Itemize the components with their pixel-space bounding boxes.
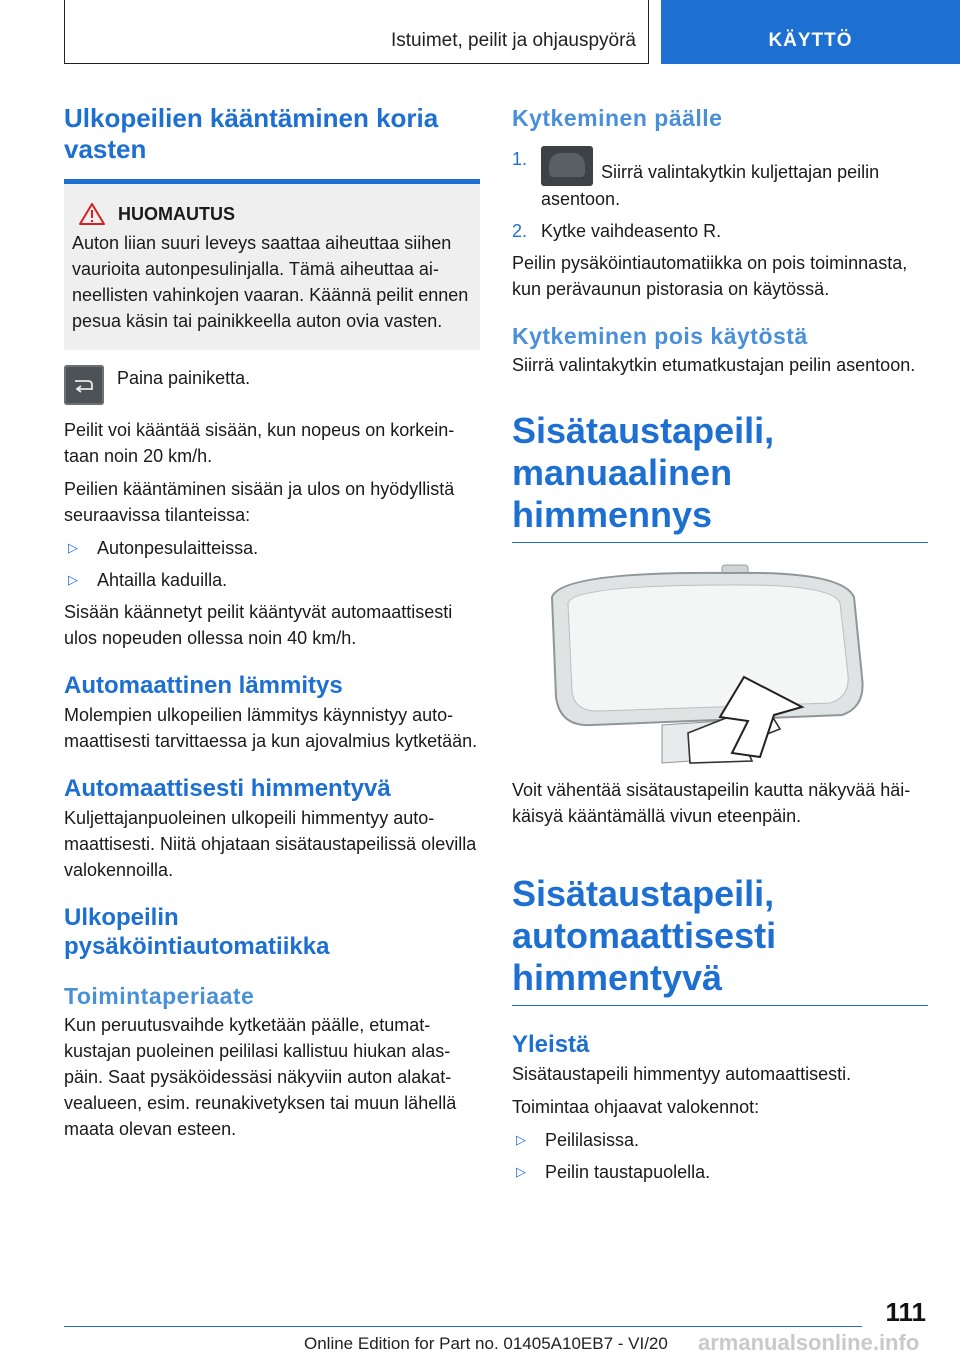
dimming-text: Kuljettajanpuoleinen ulkopeili himmentyy automaattisesti. Niitä ohjataan sisätaustapeilissä olevilla valokennoilla. — [64, 808, 477, 880]
fold-mirrors-heading: Ulkopeilien kääntäminen koria vasten — [64, 103, 439, 164]
manual-dimming-text: Voit vähentää sisätaustapeilin kautta näkyvää häikäisyä kääntämällä vivun eteenpäin. — [512, 780, 911, 826]
list-item: ▷ Peilin taustapuolella. — [512, 1159, 928, 1185]
manual-dimming-heading: Sisätaustapeili, manuaalinen himmennys — [512, 410, 775, 535]
switch-on-heading: Kytkeminen päälle — [512, 105, 723, 131]
principle-heading: Toimintaperiaate — [64, 983, 255, 1009]
notice-header — [72, 202, 470, 226]
photocells-text: Toimintaa ohjaavat valokennot: — [512, 1097, 760, 1117]
step-item: 2. Kytke vaihdeasento R. — [512, 221, 722, 241]
warning-icon — [78, 202, 106, 226]
header-section-title: Istuimet, peilit ja ohjauspyörä — [390, 30, 636, 51]
notice-text: Auton liian suuri leveys saattaa aiheuttaa siihen vaurioita autonpesulinjalla. Tämä aiheuttaa aineellisten vahinkojen vaaran. Käännä peilit ennen pesua käsin tai painikkeella auton ovia vasten. — [72, 233, 469, 331]
header-section-box — [64, 0, 649, 64]
fold-speed-text: Peilit voi kääntää sisään, kun nopeus on korkeintaan noin 20 km/h. — [64, 420, 455, 466]
heating-heading: Automaattinen lämmitys — [64, 672, 343, 699]
footer-edition: Online Edition for Part no. 01405A10EB7 - VI/20 — [304, 1334, 668, 1353]
list-item: ▷ Ahtailla kaduilla. — [64, 567, 480, 593]
press-button-text: Paina painiketta. — [117, 368, 251, 388]
dimming-heading: Automaattisesti himmentyvä — [64, 775, 391, 802]
auto-dimming-heading: Sisätaustapeili, automaattisesti himmentyvä — [512, 873, 777, 998]
list-item: ▷ Peililasissa. — [512, 1127, 928, 1153]
fold-button-row — [64, 365, 480, 405]
notice-box — [64, 184, 480, 350]
fold-out-text: Sisään käännetyt peilit kääntyvät automaattisesti ulos nopeuden ollessa noin 40 km/h. — [64, 602, 453, 648]
right-column — [512, 96, 928, 1185]
bullet-triangle-icon: ▷ — [68, 540, 78, 555]
mirror-fold-button-icon — [64, 365, 104, 405]
general-heading: Yleistä — [512, 1031, 590, 1058]
page-number: 111 — [885, 1297, 926, 1327]
fold-arrow-icon — [72, 377, 96, 393]
fold-useful-text: Peilien kääntäminen sisään ja ulos on hyödyllistä seuraavissa tilanteissa: — [64, 479, 455, 525]
trailer-note: Peilin pysäköintiautomatiikka on pois toiminnasta, kun perävaunun pistorasia on käytössä. — [512, 253, 908, 299]
bullet-triangle-icon: ▷ — [516, 1132, 526, 1147]
footer-rule — [64, 1326, 862, 1327]
heading-rule — [512, 542, 928, 543]
bullet-triangle-icon: ▷ — [68, 572, 78, 587]
step-item: 1. Siirrä valintakytkin kuljettajan peilin asentoon. — [512, 146, 928, 212]
rearview-mirror-image — [512, 557, 928, 775]
bullet-triangle-icon: ▷ — [516, 1164, 526, 1179]
switch-off-text: Siirrä valintakytkin etumatkustajan peilin asentoon. — [512, 355, 916, 375]
switch-off-heading: Kytkeminen pois käytöstä — [512, 323, 808, 349]
general-text: Sisätaustapeili himmentyy automaattisesti. — [512, 1064, 852, 1084]
heading-rule — [512, 1005, 928, 1006]
watermark: armanualsonline.info — [698, 1330, 920, 1355]
selector-switch-icon — [541, 146, 593, 186]
left-column — [64, 96, 480, 1142]
notice-title: HUOMAUTUS — [118, 203, 235, 224]
parking-heading: Ulkopeilin pysäköintiautomatiikka — [64, 904, 330, 960]
header-chapter-tab[interactable]: KÄYTTÖ — [661, 0, 960, 64]
list-item: ▷ Autonpesulaitteissa. — [64, 535, 480, 561]
heating-text: Molempien ulkopeilien lämmitys käynnistyy automaattisesti tarvittaessa ja kun ajovalmius kytketään. — [64, 705, 478, 751]
principle-text: Kun peruutusvaihde kytketään päälle, etumatkustajan puoleinen peililasi kallistuu hiukan alaspäin. Saat pysäköidessäsi näkyviin auton alakatvealueen, esim. reunakivetyksen tai muun lähellä maata olevan esteen. — [64, 1015, 457, 1139]
